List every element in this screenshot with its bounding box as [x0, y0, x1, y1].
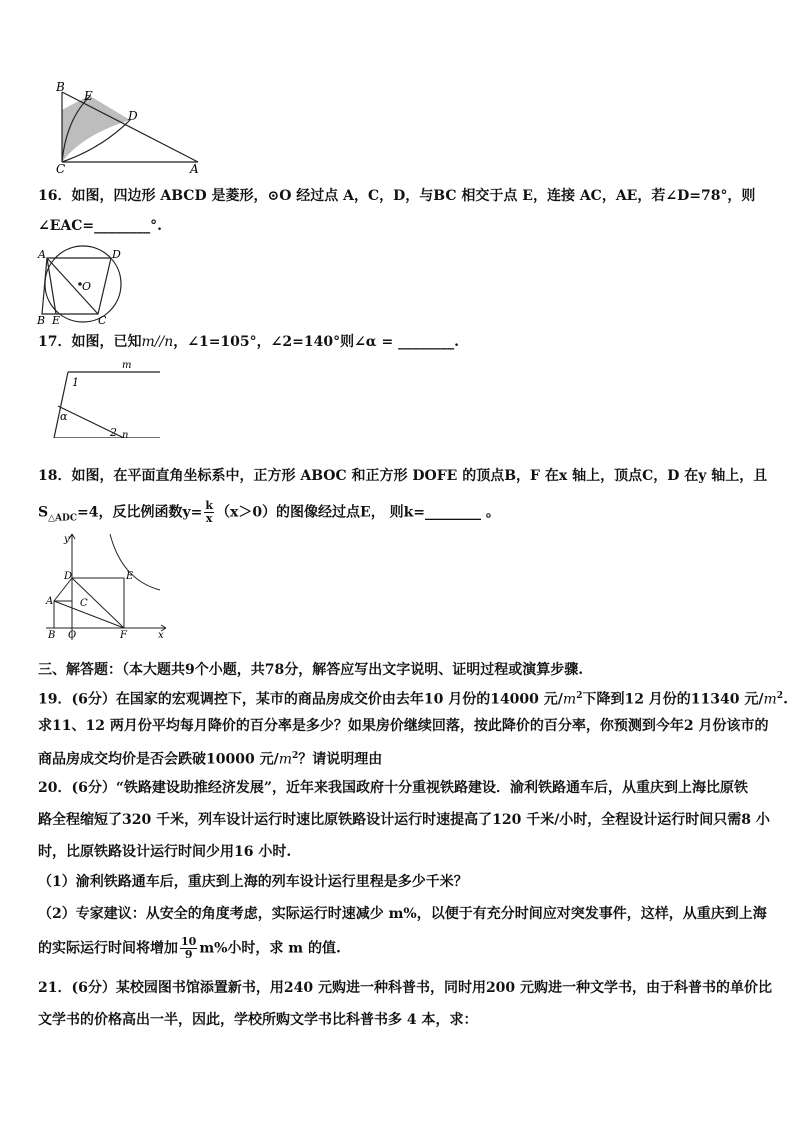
label-E: E — [52, 314, 61, 327]
label-D: D — [64, 571, 73, 582]
label-B: B — [48, 630, 56, 641]
label-A: A — [190, 162, 199, 175]
q19-text-line1: 19．(6分）在国家的宏观调控下，某市的商品房成交价由去年10 月份的14000 元$/m^2$下降到12 月份的11340 元$/m^2$. — [38, 691, 788, 708]
label-A: A — [46, 596, 54, 607]
label-D: D — [128, 109, 138, 123]
figure-q16 — [34, 244, 134, 328]
label-O: O — [82, 280, 92, 293]
q21-text-line2: 文学书的价格高出一半，因此，学校所购文学书比科普书多 4 本，求： — [38, 1012, 478, 1028]
q20-sub2-line2: 的实际运行时间将增加 $\frac{10}{9}$ m%小时，求 m 的值. — [38, 935, 341, 961]
label-C: C — [56, 162, 66, 175]
q20-text-line3: 时，比原铁路设计运行时间少用16 小时. — [38, 844, 292, 860]
label-1: 1 — [72, 376, 79, 389]
q17-text: 17．如图，已知m//n，∠1=105°，∠2=140°则∠α = ________. — [38, 334, 459, 350]
figure-q17 — [48, 358, 168, 438]
section-3-heading: 三、解答题：（本大题共9个小题，共78分，解答应写出文字说明、证明过程或演算步骤. — [38, 662, 584, 678]
q18-text-line2: $S_{\triangle ADC}=4$，反比例函数y= $\frac{k}{x}$ （x＞0）的图像经过点E， 则k=________ 。 — [38, 499, 500, 525]
label-alpha: α — [60, 410, 68, 423]
q20-sub2-line1: （2）专家建议：从安全的角度考虑，实际运行时速减少 m%，以便于有充分时间应对突发事件，这样，从重庆到上海 — [38, 906, 767, 922]
q18-text-line1: 18．如图，在平面直角坐标系中，正方形 ABOC 和正方形 DOFE 的顶点B，F 在x 轴上，顶点C，D 在y 轴上，且 — [38, 468, 768, 484]
label-2: 2 — [110, 426, 117, 438]
q19-text-line2: 求11、12 两月份平均每月降价的百分率是多少？如果房价继续回落，按此降价的百分率，你预测到今年2 月份该市的 — [38, 718, 769, 734]
label-C: C — [80, 598, 88, 609]
label-x: x — [158, 630, 164, 641]
label-y: y — [64, 534, 70, 545]
label-E: E — [126, 571, 134, 582]
label-A: A — [38, 248, 46, 261]
figure-q18 — [44, 532, 170, 644]
label-n: n — [122, 430, 129, 438]
label-O: O — [68, 630, 77, 641]
label-D: D — [112, 248, 121, 261]
q19-text-line3: 商品房成交均价是否会跌破10000 元$/m^2$？请说明理由 — [38, 751, 383, 768]
label-C: C — [98, 314, 107, 327]
q20-text-line2: 路全程缩短了320 千米，列车设计运行时速比原铁路设计运行时速提高了120 千米/小时，全程设计运行时间只需8 小 — [38, 812, 770, 828]
label-B: B — [56, 80, 65, 94]
label-F: F — [120, 630, 127, 641]
label-E: E — [84, 89, 93, 103]
label-m: m — [122, 360, 132, 371]
q16-text-line1: 16．如图，四边形 ABCD 是菱形，⊙O 经过点 A，C，D，与BC 相交于点 E，连接 AC，AE，若∠D=78°，则 — [38, 188, 756, 204]
q20-text-line1: 20．(6分）“铁路建设助推经济发展”，近年来我国政府十分重视铁路建设．渝利铁路通车后，从重庆到上海比原铁 — [38, 780, 748, 796]
q20-sub1: （1）渝利铁路通车后，重庆到上海的列车设计运行里程是多少千米？ — [38, 874, 468, 890]
figure-q15 — [52, 80, 207, 175]
q21-text-line1: 21．(6分）某校园图书馆添置新书，用240 元购进一种科普书，同时用200 元购进一种文学书，由于科普书的单价比 — [38, 980, 773, 996]
q16-text-line2: ∠EAC=________°. — [38, 218, 163, 234]
label-B: B — [37, 314, 46, 327]
